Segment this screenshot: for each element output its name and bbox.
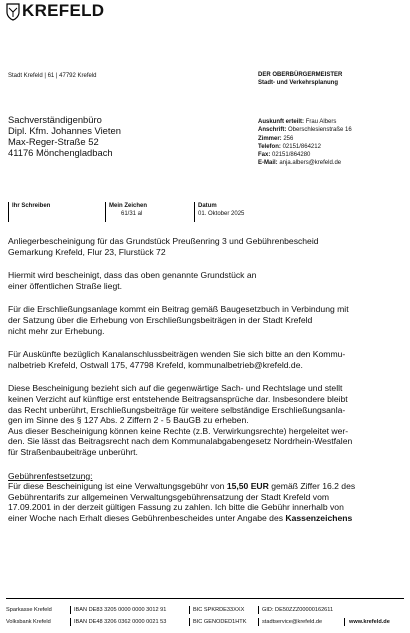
text-line: einer öffentlichen Straße liegt. <box>8 280 123 291</box>
contact-label: Telefon: <box>258 143 281 150</box>
contact-label: E-Mail: <box>258 160 278 167</box>
text-line: für Straßenbaubeiträge unberührt. <box>8 446 138 457</box>
recipient-line: Sachverständigenbüro <box>8 114 102 125</box>
footer-row-volksbank <box>0 618 410 626</box>
ref-label: Ihr Schreiben <box>12 203 51 209</box>
contact-label: Zimmer: <box>258 135 282 142</box>
contact-value: 256 <box>283 135 294 142</box>
subject <box>8 236 406 257</box>
kassenzeichen-term: Kassenzeichens <box>285 512 353 523</box>
recipient-line: 41176 Mönchengladbach <box>8 147 113 158</box>
footer-bic: BIC GENODED1HTK <box>193 619 247 625</box>
text-line: Diese Bescheinigung bezieht sich auf die gegenwärtige Sach- und Rechtslage und stellt <box>8 383 343 394</box>
text-line: Für die Erschließungsanlage kommt ein Beitrag gemäß Baugesetzbuch in Verbindung mit <box>8 304 349 315</box>
subject-line: Gemarkung Krefeld, Flur 23, Flurstück 72 <box>8 246 166 257</box>
paragraph-fee <box>8 471 406 524</box>
text-line: Für diese Bescheinigung ist eine Verwaltungsgebühr von <box>8 481 227 492</box>
contact-label: Auskunft erteilt: <box>258 119 305 125</box>
contact-label: Fax: <box>258 152 271 159</box>
letter-body <box>8 236 406 523</box>
footer-separator <box>258 606 259 614</box>
text-line: einer Woche nach Erhalt dieses Gebührenbescheides unter Angabe des <box>8 512 286 523</box>
department-subtitle: Stadt- und Verkehrsplanung <box>258 80 339 86</box>
fee-heading: Gebührenfestsetzung: <box>8 470 93 481</box>
text-line: den. Sie lässt das Beitragsrecht nach dem Kommunalabgabengesetz Nordrhein-Westfalen <box>8 436 353 447</box>
contact-info <box>258 118 352 168</box>
text-line: nicht mehr zur Erhebung. <box>8 325 105 336</box>
contact-label: Anschrift: <box>258 127 287 134</box>
paragraph-kanal <box>8 349 406 370</box>
text-line: 17.09.2001 in der derzeit gültigen Fassung zu zahlen. Ich bitte die Gebühr innerhalb von <box>8 502 344 513</box>
footer-iban: IBAN DE83 3205 0000 0000 3012 91 <box>74 607 167 613</box>
footer-divider <box>6 598 404 599</box>
footer-separator <box>344 618 345 626</box>
footer-email[interactable]: stadtservice@krefeld.de <box>262 619 323 625</box>
sender-line: Stadt Krefeld | 61 | 47792 Krefeld <box>8 73 97 79</box>
text-line: Gebührentarifs zur allgemeinen Verwaltungsgebührensatzung der Stadt Krefeld vom <box>8 491 330 502</box>
contact-value: 02151/864212 <box>282 143 321 150</box>
footer-separator <box>70 606 71 614</box>
footer-gid: GID: DE50ZZZ00000162611 <box>262 607 334 613</box>
reference-row <box>8 202 403 224</box>
text-line: nalbetrieb Krefeld, Ostwall 175, 47798 Krefeld, kommunalbetrieb@krefeld.de. <box>8 359 303 370</box>
subject-line: Anliegerbescheinigung für das Grundstück Preußenring 3 und Gebührenbescheid <box>8 236 319 246</box>
text-line: Aus dieser Bescheinigung können keine Rechte (z.B. Verwirkungsrechte) hergeleitet wer- <box>8 425 349 436</box>
text-line: Hiermit wird bescheinigt, dass das oben genannte Grundstück an <box>8 270 257 281</box>
footer-separator <box>258 618 259 626</box>
text-line: der Satzung über die Erhebung von Erschließungsbeiträgen in der Stadt Krefeld <box>8 314 313 325</box>
contact-email[interactable]: anja.albers@krefeld.de <box>279 160 342 167</box>
department-block <box>258 71 342 87</box>
contact-value: 02151/864280 <box>272 152 311 159</box>
paragraph-erschliessung <box>8 304 406 336</box>
ref-value: 01. Oktober 2025 <box>198 211 245 217</box>
text-line: Für Auskünfte bezüglich Kanalanschlussbeiträgen wenden Sie sich bitte an den Kommu- <box>8 349 346 360</box>
recipient-line: Dipl. Kfm. Johannes Vieten <box>8 125 121 136</box>
recipient-address <box>8 114 121 158</box>
paragraph-confirmation <box>8 270 406 291</box>
footer-bank: Volksbank Krefeld <box>6 619 51 625</box>
footer-iban: IBAN DE48 3206 0362 0000 0021 53 <box>74 619 167 625</box>
ref-label: Datum <box>198 203 217 209</box>
footer-separator <box>189 618 190 626</box>
ref-label: Mein Zeichen <box>109 203 148 209</box>
contact-value: Frau Albers <box>305 119 337 125</box>
ref-mein-zeichen <box>105 202 147 222</box>
text-line: das Recht unberührt, Erschließungsbeiträge für weitere selbständige Erschließungsanla- <box>8 404 346 415</box>
paragraph-legal <box>8 383 406 457</box>
city-logo <box>6 3 104 21</box>
footer-bank: Sparkasse Krefeld <box>6 607 52 613</box>
department-title: DER OBERBÜRGERMEISTER <box>258 72 343 78</box>
ref-ihr-schreiben <box>8 202 50 222</box>
recipient-line: Max-Reger-Straße 52 <box>8 136 99 147</box>
footer-row-sparkasse <box>0 606 410 614</box>
footer-website[interactable]: www.krefeld.de <box>349 619 390 625</box>
footer-bic: BIC SPKRDE33XXX <box>193 607 245 613</box>
fee-amount: 15,50 EUR <box>226 481 269 492</box>
text-line: keinen Verzicht auf künftige erst entstehende Beitragsansprüche dar. Insbesondere bleibt <box>8 393 348 404</box>
coat-of-arms-icon <box>6 3 20 21</box>
ref-datum <box>194 202 244 222</box>
footer-separator <box>189 606 190 614</box>
text-line: gemäß Ziffer 16.2 des <box>268 481 356 492</box>
text-line: gen im Sinne des § 127 Abs. 2 Ziffern 2 - 5 BauGB zu erheben. <box>8 415 249 426</box>
footer-separator <box>70 618 71 626</box>
ref-value: 61/31 al <box>121 211 143 217</box>
contact-value: Oberschlesienstraße 16 <box>288 127 352 134</box>
logo-text: KREFELD <box>22 1 105 20</box>
